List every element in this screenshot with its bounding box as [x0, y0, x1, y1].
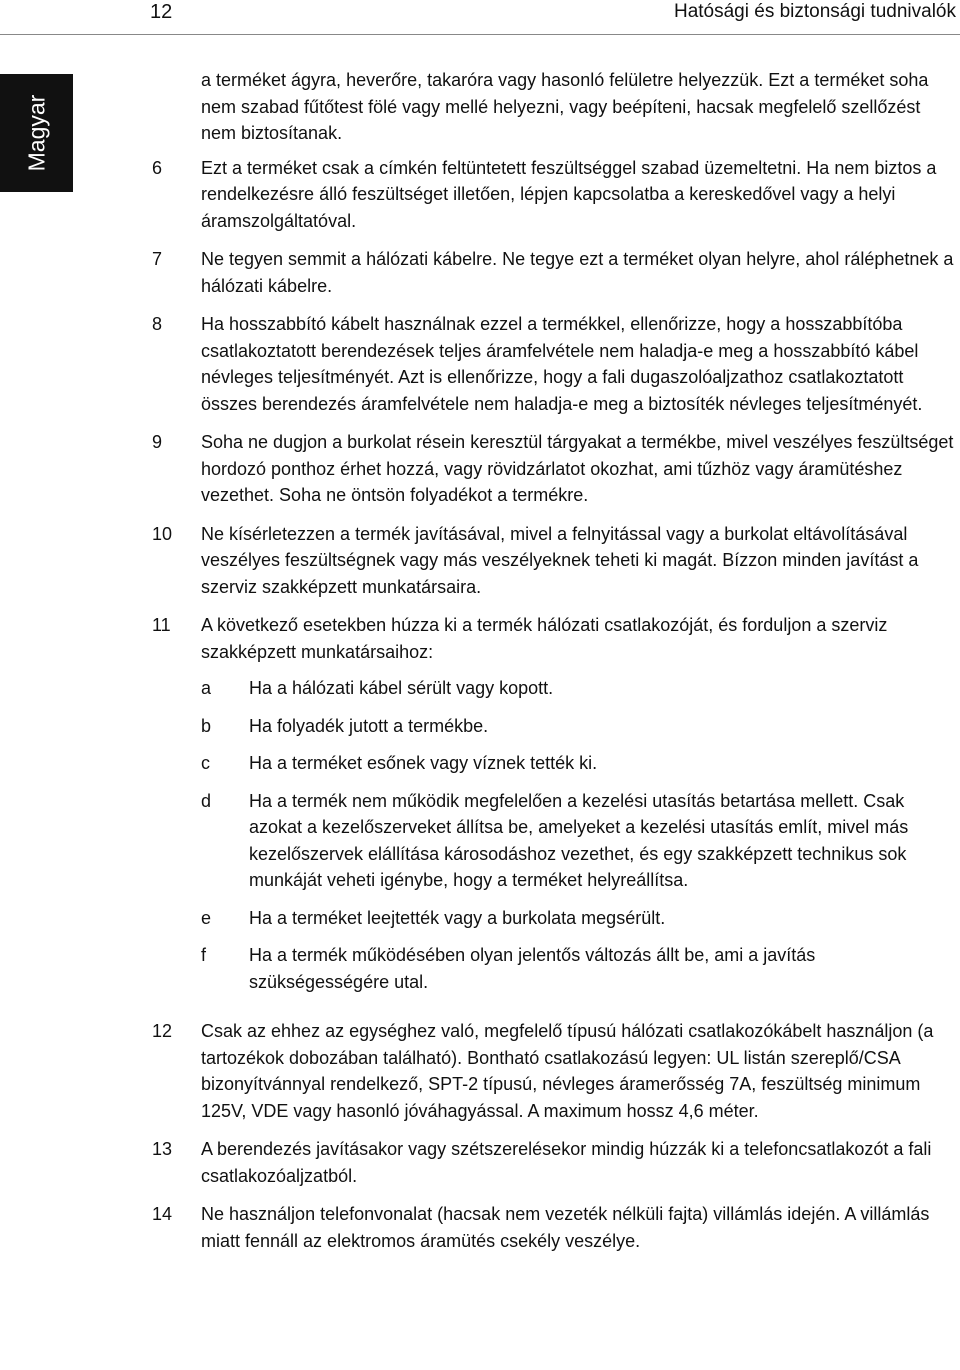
page-number: 12 [150, 1, 173, 23]
header-divider [0, 34, 960, 35]
sub-item-e [201, 905, 956, 932]
sub-item-text: Ha a termék nem működik megfelelően a kezelési utasítás betartása mellett. Csak azokat a kezelőszerveket állítsa be, amelyeket a kezelési utasítás említ, mivel más kezelőszervek elállítása károsodáshoz vezethet, és egy szakképzett technikus sok munkáját veheti igénybe, hogy a terméket helyreállítsa. [249, 790, 909, 890]
item-text: Ne használjon telefonvonalat (hacsak nem vezeték nélküli fajta) villámlás idején. A villámlás miatt fennáll az elektromos áramütés csekély veszélye. [201, 1204, 930, 1251]
list-item-6 [0, 155, 960, 235]
list-item-8 [0, 311, 960, 417]
list-item-7 [0, 246, 960, 299]
list-item-14 [0, 1201, 960, 1254]
item-number: 14 [152, 1204, 173, 1224]
sub-item-c [201, 750, 956, 777]
item-text: Ne kísérletezzen a termék javításával, mivel a felnyitással vagy a burkolat eltávolításával veszélyes feszültségnek vagy más veszélyeknek teheti ki magát. Bízzon minden javítást a szerviz szakképzett munkatársaira. [201, 523, 919, 597]
sub-item-letter: a [201, 678, 212, 698]
sub-item-letter: e [201, 907, 212, 928]
list-item-13 [0, 1136, 960, 1189]
item-number: 8 [152, 314, 163, 334]
document-body [0, 67, 960, 1266]
sub-item-d [201, 788, 956, 894]
item-number: 10 [152, 523, 173, 544]
item-number: 9 [152, 432, 163, 452]
sub-item-b [201, 713, 956, 740]
item-number: 13 [152, 1139, 173, 1159]
sub-item-a [201, 675, 956, 702]
sub-item-f [201, 942, 956, 995]
sub-item-letter: f [201, 945, 207, 965]
list-item-10 [0, 521, 960, 601]
intro-paragraph: a terméket ágyra, heverőre, takaróra vagy hasonló felületre helyezzük. Ezt a terméket soha nem szabad fűtőtest fölé vagy mellé helyezni, vagy beépíteni, hacsak megfelelő szellőzést nem biztosítanak. [201, 70, 929, 143]
item-body [201, 612, 956, 1006]
item-text: Ezt a terméket csak a címkén feltüntetett feszültséggel szabad üzemeltetni. Ha nem biztos a rendelkezésre álló feszültséget illetően, lépjen kapcsolatba a kereskedővel vagy a helyi áramszolgáltatóval. [201, 157, 937, 231]
sub-item-text: Ha a hálózati kábel sérült vagy kopott. [249, 678, 554, 698]
sub-item-text: Ha a terméket esőnek vagy víznek tették ki. [249, 753, 598, 773]
list-item-9 [0, 429, 960, 509]
item-number: 11 [152, 615, 171, 635]
item-text: A berendezés javításakor vagy szétszerelésekor mindig húzzák ki a telefoncsatlakozót a fali csatlakozóaljzatból. [201, 1139, 932, 1186]
sub-item-text: Ha folyadék jutott a termékbe. [249, 715, 489, 736]
running-header-title: Hatósági és biztonsági tudnivalók [673, 1, 956, 22]
item-text: Csak az ehhez az egységhez való, megfelelő típusú hálózati csatlakozókábelt használjon (a tartozékok dobozában található). Bontható csatlakozású legyen: UL listán szereplő/CSA bizonyítvánnyal rendelkező, SPT-2 típusú, névleges áramerősség 7A, feszültség minimum 125V, VDE vagy hasonló jóváhagyással. A maximum hossz 4,6 méter. [201, 1021, 934, 1121]
sub-item-letter: d [201, 790, 212, 811]
sub-item-letter: c [201, 753, 210, 773]
item-text: Soha ne dugjon a burkolat résein keresztül tárgyakat a termékbe, mivel veszélyes feszültséget hordozó ponthoz érhet hozzá, vagy rövidzárlatot okozhat, ami tűzhöz vagy áramütéshez vezethet. Soha ne öntsön folyadékot a termékre. [201, 432, 954, 505]
sub-item-text: Ha a termék működésében olyan jelentős változás állt be, ami a javítás szükségességére utal. [249, 945, 816, 992]
item-text: Ha hosszabbító kábelt használnak ezzel a termékkel, ellenőrizze, hogy a hosszabbítóba csatlakoztatott berendezések teljes áramfelvétele nem haladja-e meg a hosszabbító kábel névleges teljesítményét. Azt is ellenőrizze, hogy a fali dugaszolóaljzathoz csatlakoztatott összes berendezés áramfelvétele nem haladja-e meg a biztosíték névleges teljesítményét. [201, 314, 923, 414]
item-number: 12 [152, 1021, 173, 1041]
item-number: 6 [152, 157, 163, 178]
item-text: Ne tegyen semmit a hálózati kábelre. Ne tegye ezt a terméket olyan helyre, ahol ráléphetnek a hálózati kábelre. [201, 249, 954, 296]
item-number: 7 [152, 249, 163, 269]
list-item-12 [0, 1018, 960, 1124]
sub-item-letter: b [201, 715, 212, 736]
list-item-11 [0, 612, 960, 1006]
sub-list [201, 675, 956, 995]
language-tab-label: Magyar [23, 94, 49, 172]
item-text: A következő esetekben húzza ki a termék hálózati csatlakozóját, és forduljon a szerviz szakképzett munkatársaihoz: [201, 615, 888, 662]
sub-item-text: Ha a terméket leejtették vagy a burkolata megsérült. [249, 907, 666, 928]
